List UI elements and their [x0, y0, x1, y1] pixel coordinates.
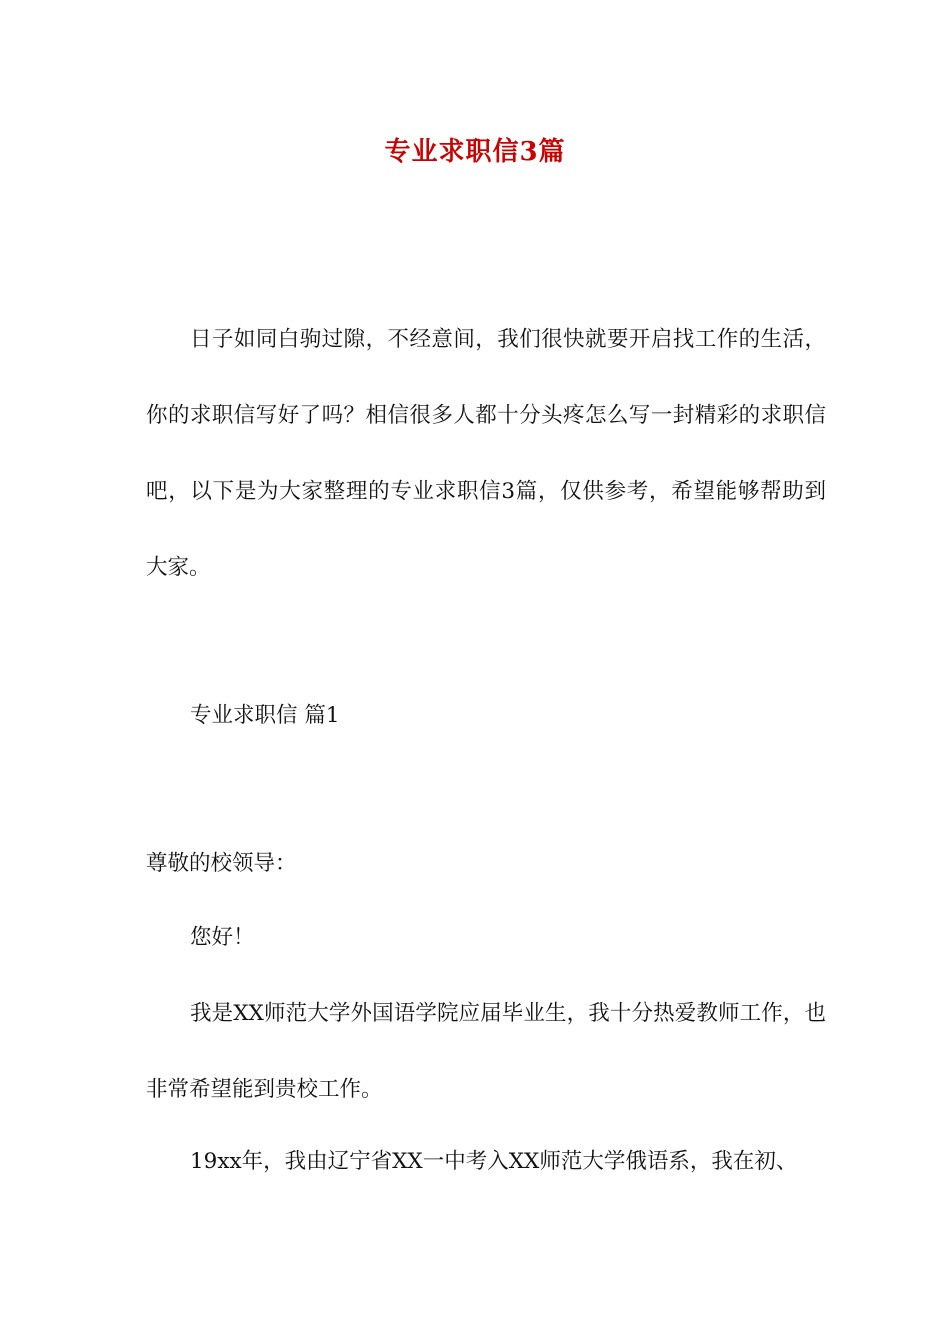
document-title: 专业求职信3篇: [384, 137, 566, 167]
greeting: 您好！: [190, 925, 255, 950]
salutation: 尊敬的校领导：: [146, 851, 297, 876]
body-paragraph-1: 我是XX师范大学外国语学院应届毕业生，我十分热爱教师工作，也非常希望能到贵校工作。: [146, 1001, 826, 1102]
section-heading: 专业求职信 篇1: [190, 703, 340, 728]
intro-paragraph: 日子如同白驹过隙，不经意间，我们很快就要开启找工作的生活，你的求职信写好了吗？相信很多人都十分头疼怎么写一封精彩的求职信吧，以下是为大家整理的专业求职信3篇，仅供参考，希望能够帮助到大家。: [146, 327, 826, 580]
body-paragraph-2: 19xx年，我由辽宁省XX一中考入XX师范大学俄语系，我在初、: [190, 1149, 798, 1174]
